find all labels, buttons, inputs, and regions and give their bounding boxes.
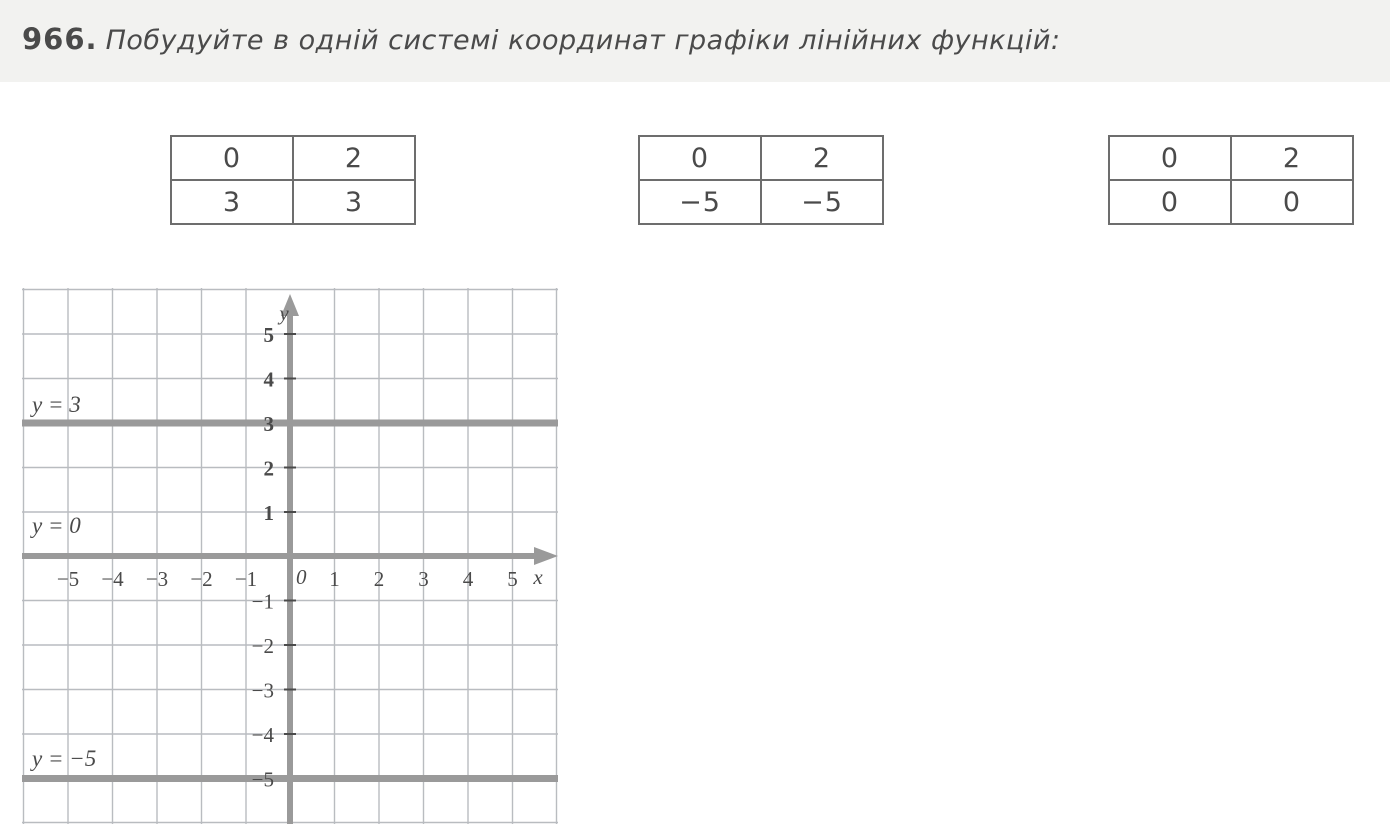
table-cell: 3 bbox=[171, 180, 293, 224]
series-label-y-equals-0: y = 0 bbox=[32, 513, 81, 538]
x-tick-label: −1 bbox=[234, 567, 258, 591]
table-cell: −5 bbox=[639, 180, 761, 224]
x-tick-label: −2 bbox=[190, 567, 213, 591]
origin-label: 0 bbox=[296, 565, 307, 589]
table-cell: 0 bbox=[1109, 180, 1231, 224]
table-row bbox=[171, 136, 415, 180]
y-tick-label: 3 bbox=[263, 412, 274, 436]
table-cell: 2 bbox=[761, 136, 883, 180]
y-axis-label: y bbox=[279, 301, 289, 325]
x-tick-label: 2 bbox=[373, 567, 385, 591]
x-tick-label: −5 bbox=[56, 567, 80, 591]
y-tick-label: −3 bbox=[251, 678, 274, 703]
x-tick-label: −3 bbox=[145, 567, 169, 591]
table-cell: −5 bbox=[761, 180, 883, 224]
x-tick-label: −4 bbox=[101, 567, 124, 591]
y-tick-label: 2 bbox=[263, 456, 274, 481]
table-row bbox=[639, 136, 883, 180]
x-tick-label: 5 bbox=[507, 567, 518, 591]
x-axis-arrow bbox=[534, 547, 558, 565]
table-cell: 0 bbox=[639, 136, 761, 180]
y-tick-label: −2 bbox=[251, 634, 274, 658]
task-line bbox=[22, 22, 1061, 56]
task-text: Побудуйте в одній системі координат графіки лінійних функцій: bbox=[105, 25, 1061, 56]
axes bbox=[22, 308, 542, 824]
task-number: 966. bbox=[22, 22, 98, 56]
x-tick-label: 4 bbox=[462, 567, 474, 591]
coordinate-graph bbox=[22, 288, 558, 824]
y-tick-label: 4 bbox=[263, 367, 274, 392]
table-cell: 0 bbox=[1231, 180, 1353, 224]
coordinate-graph-svg bbox=[22, 288, 558, 824]
value-table-1 bbox=[170, 135, 416, 225]
series-label-y-equals--5: y = −5 bbox=[32, 746, 97, 771]
table-cell: 3 bbox=[293, 180, 415, 224]
table-cell: 2 bbox=[293, 136, 415, 180]
table-cell: 0 bbox=[171, 136, 293, 180]
y-tick-label: 1 bbox=[263, 501, 274, 525]
x-tick-label: 1 bbox=[329, 567, 340, 591]
y-tick-label: 5 bbox=[263, 323, 274, 347]
value-table-2 bbox=[638, 135, 884, 225]
table-row bbox=[171, 180, 415, 224]
table-cell: 2 bbox=[1231, 136, 1353, 180]
table-row bbox=[1109, 180, 1353, 224]
y-tick-label: −1 bbox=[251, 589, 274, 614]
value-table-3 bbox=[1108, 135, 1354, 225]
table-row bbox=[639, 180, 883, 224]
y-tick-label: −5 bbox=[251, 767, 274, 792]
table-row bbox=[1109, 136, 1353, 180]
y-tick-label: −4 bbox=[251, 723, 274, 747]
table-cell: 0 bbox=[1109, 136, 1231, 180]
series-label-y-equals-3: y = 3 bbox=[32, 392, 81, 417]
x-axis-label: x bbox=[533, 565, 543, 589]
x-tick-label: 3 bbox=[418, 567, 429, 591]
